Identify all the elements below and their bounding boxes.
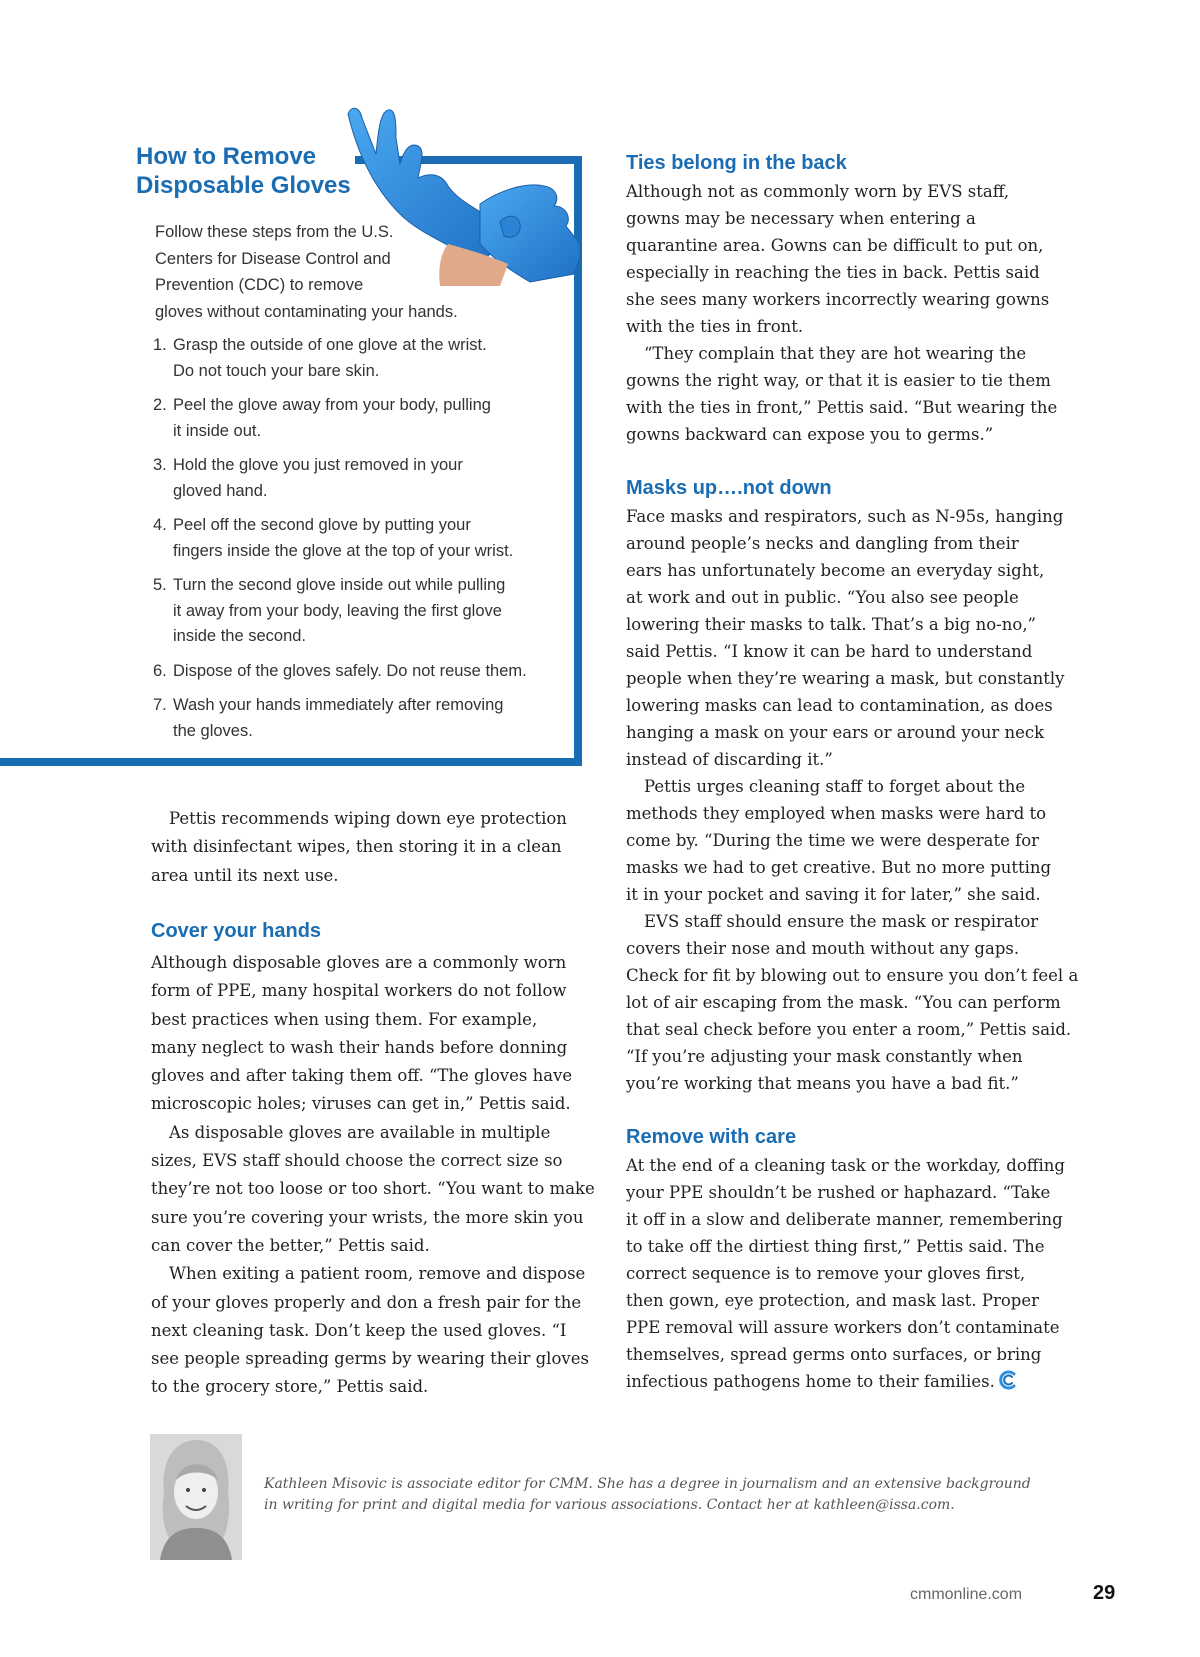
list-item: 7. Wash your hands immediately after removing the gloves. <box>153 696 504 740</box>
heading-cover-your-hands: Cover your hands <box>151 920 322 942</box>
masks-body: Face masks and respirators, such as N-95s, hanging around people’s necks and dangling from their ears has unfortunately become an everyday sight, at work and out in public. “You also see people lowering their masks to talk. That’s a big no-no,” said Pettis. “I know it can be hard to understand people when they’re wearing a mask, but constantly lowering masks can lead to contamination, as does hanging a mask on your ears or around your neck instead of discarding it.” Pettis urges cleaning staff to forget about the methods they employed when masks were hard to come by. “During the time we were desperate for masks we had to get creative. But no more putting it in your pocket and saving it for later,” she said. EVS staff should ensure the mask or respirator covers their nose and mouth without any gaps. Check for fit by blowing out to ensure you don’t feel a lot of air escaping from the mask. “You can perform that seal check before you enter a room,” Pettis said. “If you’re adjusting your mask constantly when you’re working that means you have a bad fit.” <box>626 507 1079 1093</box>
cover-hands-body: Although disposable gloves are a commonly worn form of PPE, many hospital workers do not follow best practices when using them. For example, many neglect to wash their hands before donning gloves and after taking them off. “The gloves have microscopic holes; viruses can get in,” Pettis said. As disposable gloves are available in multiple sizes, EVS staff should choose the correct size so they’re not too loose or too short. “You want to make sure you’re covering your wrists, the more skin you can cover the better,” Pettis said. When exiting a patient room, remove and dispose of your gloves properly and don a fresh pair for the next cleaning task. Don’t keep the used gloves. “I see people spreading germs by wearing their gloves to the grocery store,” Pettis said. <box>151 953 595 1397</box>
footer-site: cmmonline.com <box>910 1586 1023 1603</box>
remove-body: At the end of a cleaning task or the workday, doffing your PPE shouldn’t be rushed or haphazard. “Take it off in a slow and deliberate manner, remembering to take off the dirtiest thing first,” Pettis said. The correct sequence is to remove your gloves first, then gown, eye protection, and mask last. Proper PPE removal will assure workers don’t contaminate themselves, spread germs onto surfaces, or bring infectious pathogens home to their families. <box>626 1156 1065 1391</box>
heading-remove-with-care: Remove with care <box>626 1126 797 1148</box>
sidebar-intro: Follow these steps from the U.S. Centers for Disease Control and Prevention (CDC) to remove gloves without contaminating your hands. <box>155 223 458 321</box>
list-item: 4. Peel off the second glove by putting your fingers inside the glove at the top of your wrist. <box>153 516 514 560</box>
list-item: 2. Peel the glove away from your body, pulling it inside out. <box>153 396 491 440</box>
end-of-article-icon <box>999 1370 1019 1390</box>
author-photo <box>150 1434 242 1560</box>
heading-ties-belong-in-back: Ties belong in the back <box>626 152 847 174</box>
list-item: 6. Dispose of the gloves safely. Do not reuse them. <box>153 661 527 680</box>
list-item: 5. Turn the second glove inside out while pulling it away from your body, leaving the first glove inside the second. <box>153 576 506 645</box>
page-number: 29 <box>1093 1582 1116 1604</box>
sidebar-title: How to Remove Disposable Gloves <box>136 143 351 199</box>
heading-masks-up: Masks up….not down <box>626 477 832 499</box>
author-bio: Kathleen Misovic is associate editor for CMM. She has a degree in journalism and an extensive background in writing for print and digital media for various associations. Contact her at kathleen@issa.com. <box>264 1476 1031 1513</box>
glove-removal-steps <box>155 333 575 753</box>
list-item: 3. Hold the glove you just removed in your gloved hand. <box>153 456 463 500</box>
list-item: 1. Grasp the outside of one glove at the wrist. Do not touch your bare skin. <box>153 336 487 380</box>
ties-body: Although not as commonly worn by EVS staff, gowns may be necessary when entering a quarantine area. Gowns can be difficult to put on, especially in reaching the ties in back. Pettis said she sees many workers incorrectly wearing gowns with the ties in front. “They complain that they are hot wearing the gowns the right way, or that it is easier to tie them with the ties in front,” Pettis said. “But wearing the gowns backward can expose you to germs.” <box>626 182 1058 444</box>
eye-protection-paragraph: Pettis recommends wiping down eye protection with disinfectant wipes, then storing it in a clean area until its next use. <box>151 809 567 885</box>
